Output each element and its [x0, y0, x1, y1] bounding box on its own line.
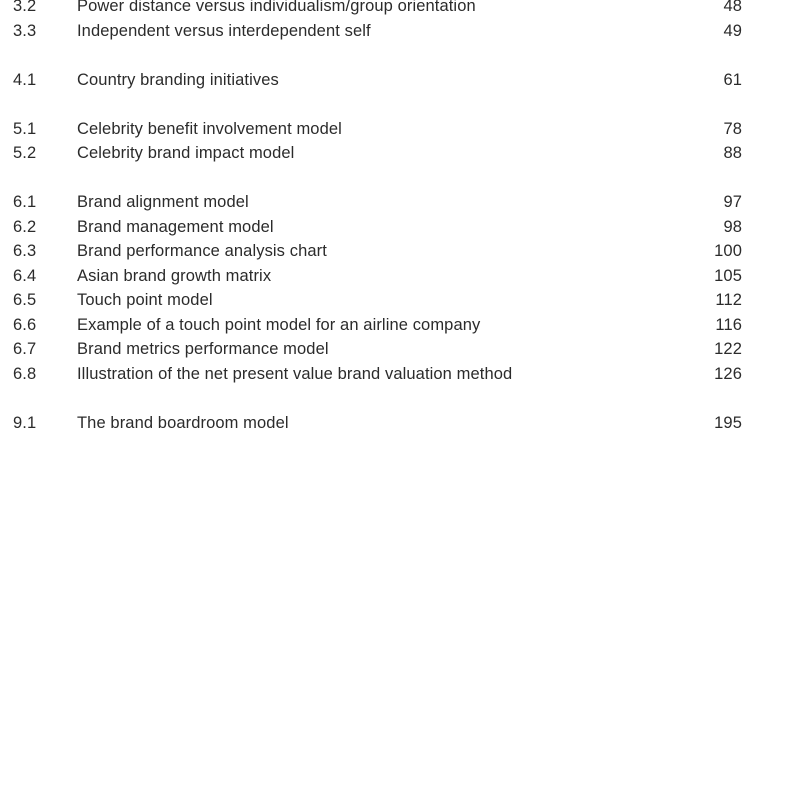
entry-number: 6.1 — [13, 193, 37, 211]
entry-page-number: 98 — [723, 217, 742, 236]
toc-entry — [0, 239, 800, 264]
entry-page-number: 61 — [723, 70, 742, 89]
entry-number: 6.3 — [13, 242, 37, 260]
toc-entry — [0, 19, 800, 44]
toc-entry — [0, 264, 800, 289]
entry-title: Brand management model — [77, 217, 274, 236]
entry-page-number: 100 — [714, 242, 742, 260]
entry-number: 3.3 — [13, 21, 37, 40]
entry-title: Celebrity benefit involvement model — [77, 119, 342, 138]
entry-page-number: 78 — [723, 119, 742, 138]
toc-entry — [0, 337, 800, 362]
entry-page-number: 48 — [723, 0, 742, 15]
toc-group-chapter-5 — [0, 117, 800, 166]
entry-title: Country branding initiatives — [77, 70, 279, 89]
toc-group-chapter-9 — [0, 411, 800, 436]
entry-title: Brand alignment model — [77, 193, 249, 211]
entry-number: 6.2 — [13, 217, 37, 236]
toc-entry — [0, 288, 800, 313]
toc-entry — [0, 313, 800, 338]
entry-number: 6.7 — [13, 340, 37, 358]
entry-number: 4.1 — [13, 70, 37, 89]
toc-entry — [0, 117, 800, 142]
entry-number: 6.8 — [13, 364, 37, 383]
entry-page-number: 126 — [714, 364, 742, 383]
toc-entry — [0, 362, 800, 387]
entry-page-number: 88 — [723, 144, 742, 162]
entry-number: 6.4 — [13, 266, 37, 285]
entry-title: Touch point model — [77, 291, 213, 309]
entry-number: 6.5 — [13, 291, 37, 309]
entry-title: Celebrity brand impact model — [77, 144, 295, 162]
toc-entry — [0, 0, 800, 19]
toc-entry — [0, 411, 800, 436]
entry-number: 5.2 — [13, 144, 37, 162]
entry-page-number: 112 — [715, 291, 742, 309]
entry-page-number: 49 — [723, 21, 742, 40]
toc-group-chapter-3 — [0, 0, 800, 43]
entry-number: 9.1 — [13, 413, 37, 432]
entry-number: 5.1 — [13, 119, 37, 138]
entry-number: 6.6 — [13, 315, 37, 334]
entry-number: 3.2 — [13, 0, 37, 15]
toc-entry — [0, 141, 800, 166]
entry-page-number: 195 — [714, 413, 742, 432]
entry-page-number: 116 — [715, 315, 742, 334]
toc-entry — [0, 190, 800, 215]
entry-page-number: 97 — [723, 193, 742, 211]
entry-page-number: 105 — [714, 266, 742, 285]
entry-title: Independent versus interdependent self — [77, 21, 371, 40]
entry-title: Power distance versus individualism/group orientation — [77, 0, 476, 15]
toc-entry — [0, 215, 800, 240]
toc-group-chapter-4 — [0, 68, 800, 93]
entry-page-number: 122 — [714, 340, 742, 358]
entry-title: Asian brand growth matrix — [77, 266, 272, 285]
entry-title: Illustration of the net present value brand valuation method — [77, 364, 513, 383]
entry-title: Brand metrics performance model — [77, 340, 329, 358]
entry-title: Brand performance analysis chart — [77, 242, 327, 260]
toc-group-chapter-6 — [0, 190, 800, 386]
toc-entry — [0, 68, 800, 93]
entry-title: Example of a touch point model for an airline company — [77, 315, 481, 334]
entry-title: The brand boardroom model — [77, 413, 289, 432]
